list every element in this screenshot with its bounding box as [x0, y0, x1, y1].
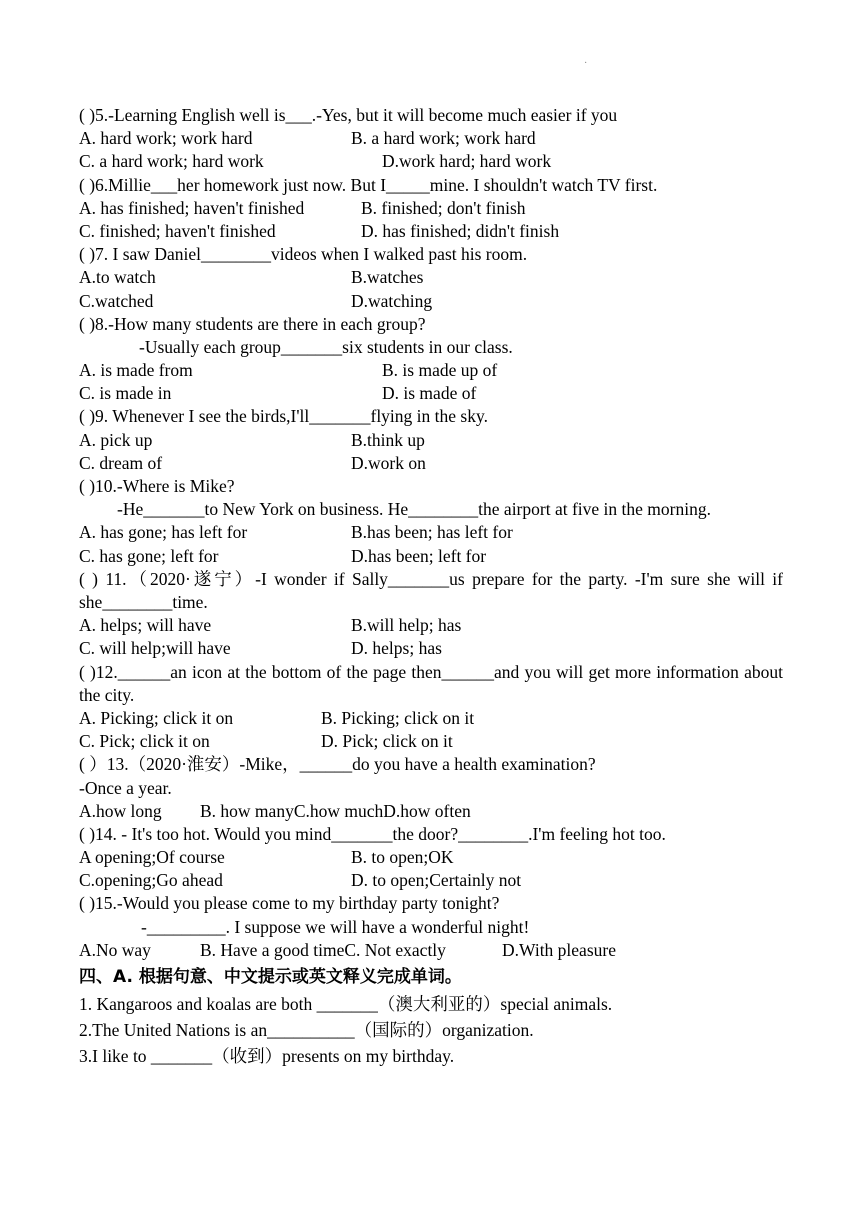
- section-4-item-1: 1. Kangaroos and koalas are both _______（澳大利亚的）special animals.: [79, 994, 613, 1015]
- option-bcd: B. how manyC.how muchD.how often: [200, 800, 471, 821]
- section-4-item-3: 3.I like to _______（收到）presents on my birthday.: [79, 1046, 455, 1067]
- option-c: C. will help;will have: [79, 638, 231, 659]
- option-b: B.watches: [351, 267, 424, 288]
- section-4-heading: 四、A. 根据句意、中文提示或英文释义完成单词。: [79, 967, 462, 988]
- question-5-options-row1: [79, 127, 783, 150]
- question-10-stem-reply: [79, 498, 783, 521]
- option-d: D. is made of: [382, 383, 477, 404]
- option-d: D.With pleasure: [502, 939, 616, 960]
- option-bc: B. Have a good timeC. Not exactly: [200, 939, 446, 960]
- question-9-stem: ( )9. Whenever I see the birds,I'll_______flying in the sky.: [79, 406, 488, 427]
- question-8-options-row1: [79, 359, 783, 382]
- question-7-options-row1: [79, 266, 783, 289]
- question-12-options-row1: [79, 707, 783, 730]
- option-a: A opening;Of course: [79, 847, 225, 868]
- option-a: A.how long: [79, 800, 162, 821]
- section-4-item-2: 2.The United Nations is an__________（国际的）organization.: [79, 1020, 534, 1041]
- question-6-stem: ( )6.Millie___her homework just now. But I_____mine. I shouldn't watch TV first.: [79, 174, 658, 195]
- question-7-options-row2: [79, 290, 783, 313]
- option-b: B.has been; has left for: [351, 522, 513, 543]
- option-d: D.has been; left for: [351, 545, 487, 566]
- question-15-stem: ( )15.-Would you please come to my birthday party tonight?: [79, 893, 500, 914]
- question-15-stem-reply: -_________. I suppose we will have a wonderful night!: [141, 916, 530, 937]
- option-b: B. a hard work; work hard: [351, 128, 536, 149]
- question-11-options-row1: [79, 614, 783, 637]
- question-13-stem-reply: -Once a year.: [79, 777, 172, 798]
- question-10-reply-text: -He_______to New York on business. He________the airport at five in the morning.: [117, 499, 711, 520]
- question-13-options: [79, 800, 783, 823]
- option-d: D. to open;Certainly not: [351, 870, 522, 891]
- question-14-stem: ( )14. - It's too hot. Would you mind_______the door?________.I'm feeling hot too.: [79, 823, 666, 844]
- option-b: B.will help; has: [351, 615, 462, 636]
- option-d: D. Pick; click on it: [321, 731, 453, 752]
- option-c: C.watched: [79, 290, 154, 311]
- option-a: A. Picking; click it on: [79, 707, 234, 728]
- option-c: C. finished; haven't finished: [79, 220, 276, 241]
- question-6-options-row2: [79, 220, 783, 243]
- question-14-options-row2: [79, 869, 783, 892]
- question-10-stem: ( )10.-Where is Mike?: [79, 476, 235, 496]
- question-5-options-row2: [79, 150, 783, 173]
- question-14-options-row1: [79, 846, 783, 869]
- option-d: D.work on: [351, 452, 426, 473]
- option-a: A. hard work; work hard: [79, 128, 253, 149]
- question-9-options-row1: [79, 429, 783, 452]
- option-c: C. dream of: [79, 452, 163, 473]
- option-d: D. has finished; didn't finish: [361, 220, 560, 241]
- option-a: A. is made from: [79, 360, 193, 381]
- option-a: A.No way: [79, 939, 151, 960]
- header-mark: ·: [584, 58, 588, 69]
- option-c: C.opening;Go ahead: [79, 870, 223, 891]
- option-b: B. finished; don't finish: [361, 197, 526, 218]
- option-a: A. has finished; haven't finished: [79, 197, 305, 218]
- option-d: D.work hard; hard work: [382, 151, 552, 172]
- question-7-stem: ( )7. I saw Daniel________videos when I walked past his room.: [79, 244, 528, 265]
- question-9-options-row2: [79, 452, 783, 475]
- question-13-stem: ( ）13.（2020·淮安）-Mike，______do you have a health examination?: [79, 754, 596, 775]
- question-8-stem: ( )8.-How many students are there in each group?: [79, 313, 426, 334]
- option-c: C. has gone; left for: [79, 545, 219, 566]
- question-12-stem: ( )12.______an icon at the bottom of the page then______and you will get more information about the city.: [79, 661, 783, 705]
- question-10-options-row1: [79, 521, 783, 544]
- exercise-content: [79, 104, 783, 1069]
- question-10-options-row2: [79, 545, 783, 568]
- option-d: D. helps; has: [351, 638, 442, 659]
- option-d: D.watching: [351, 290, 433, 311]
- question-8-options-row2: [79, 382, 783, 405]
- question-11-options-row2: [79, 637, 783, 660]
- option-b: B. Picking; click on it: [321, 707, 475, 728]
- question-6-options-row1: [79, 197, 783, 220]
- question-5-stem: ( )5.-Learning English well is___.-Yes, but it will become much easier if you: [79, 105, 618, 125]
- question-15-options: [79, 939, 783, 962]
- option-c: C. is made in: [79, 383, 172, 404]
- option-c: C. a hard work; hard work: [79, 151, 264, 172]
- option-a: A. has gone; has left for: [79, 522, 248, 543]
- option-a: A. helps; will have: [79, 615, 212, 636]
- option-a: A.to watch: [79, 267, 156, 288]
- option-b: B. is made up of: [382, 360, 498, 381]
- question-11-stem: ( ) 11.（2020·遂宁）-I wonder if Sally_______us prepare for the party. -I'm sure she will if she________time.: [79, 568, 783, 612]
- question-8-stem-reply: -Usually each group_______six students in our class.: [139, 336, 513, 357]
- option-a: A. pick up: [79, 429, 153, 450]
- question-12-options-row2: [79, 730, 783, 753]
- option-c: C. Pick; click it on: [79, 731, 210, 752]
- option-b: B.think up: [351, 429, 425, 450]
- option-b: B. to open;OK: [351, 847, 454, 868]
